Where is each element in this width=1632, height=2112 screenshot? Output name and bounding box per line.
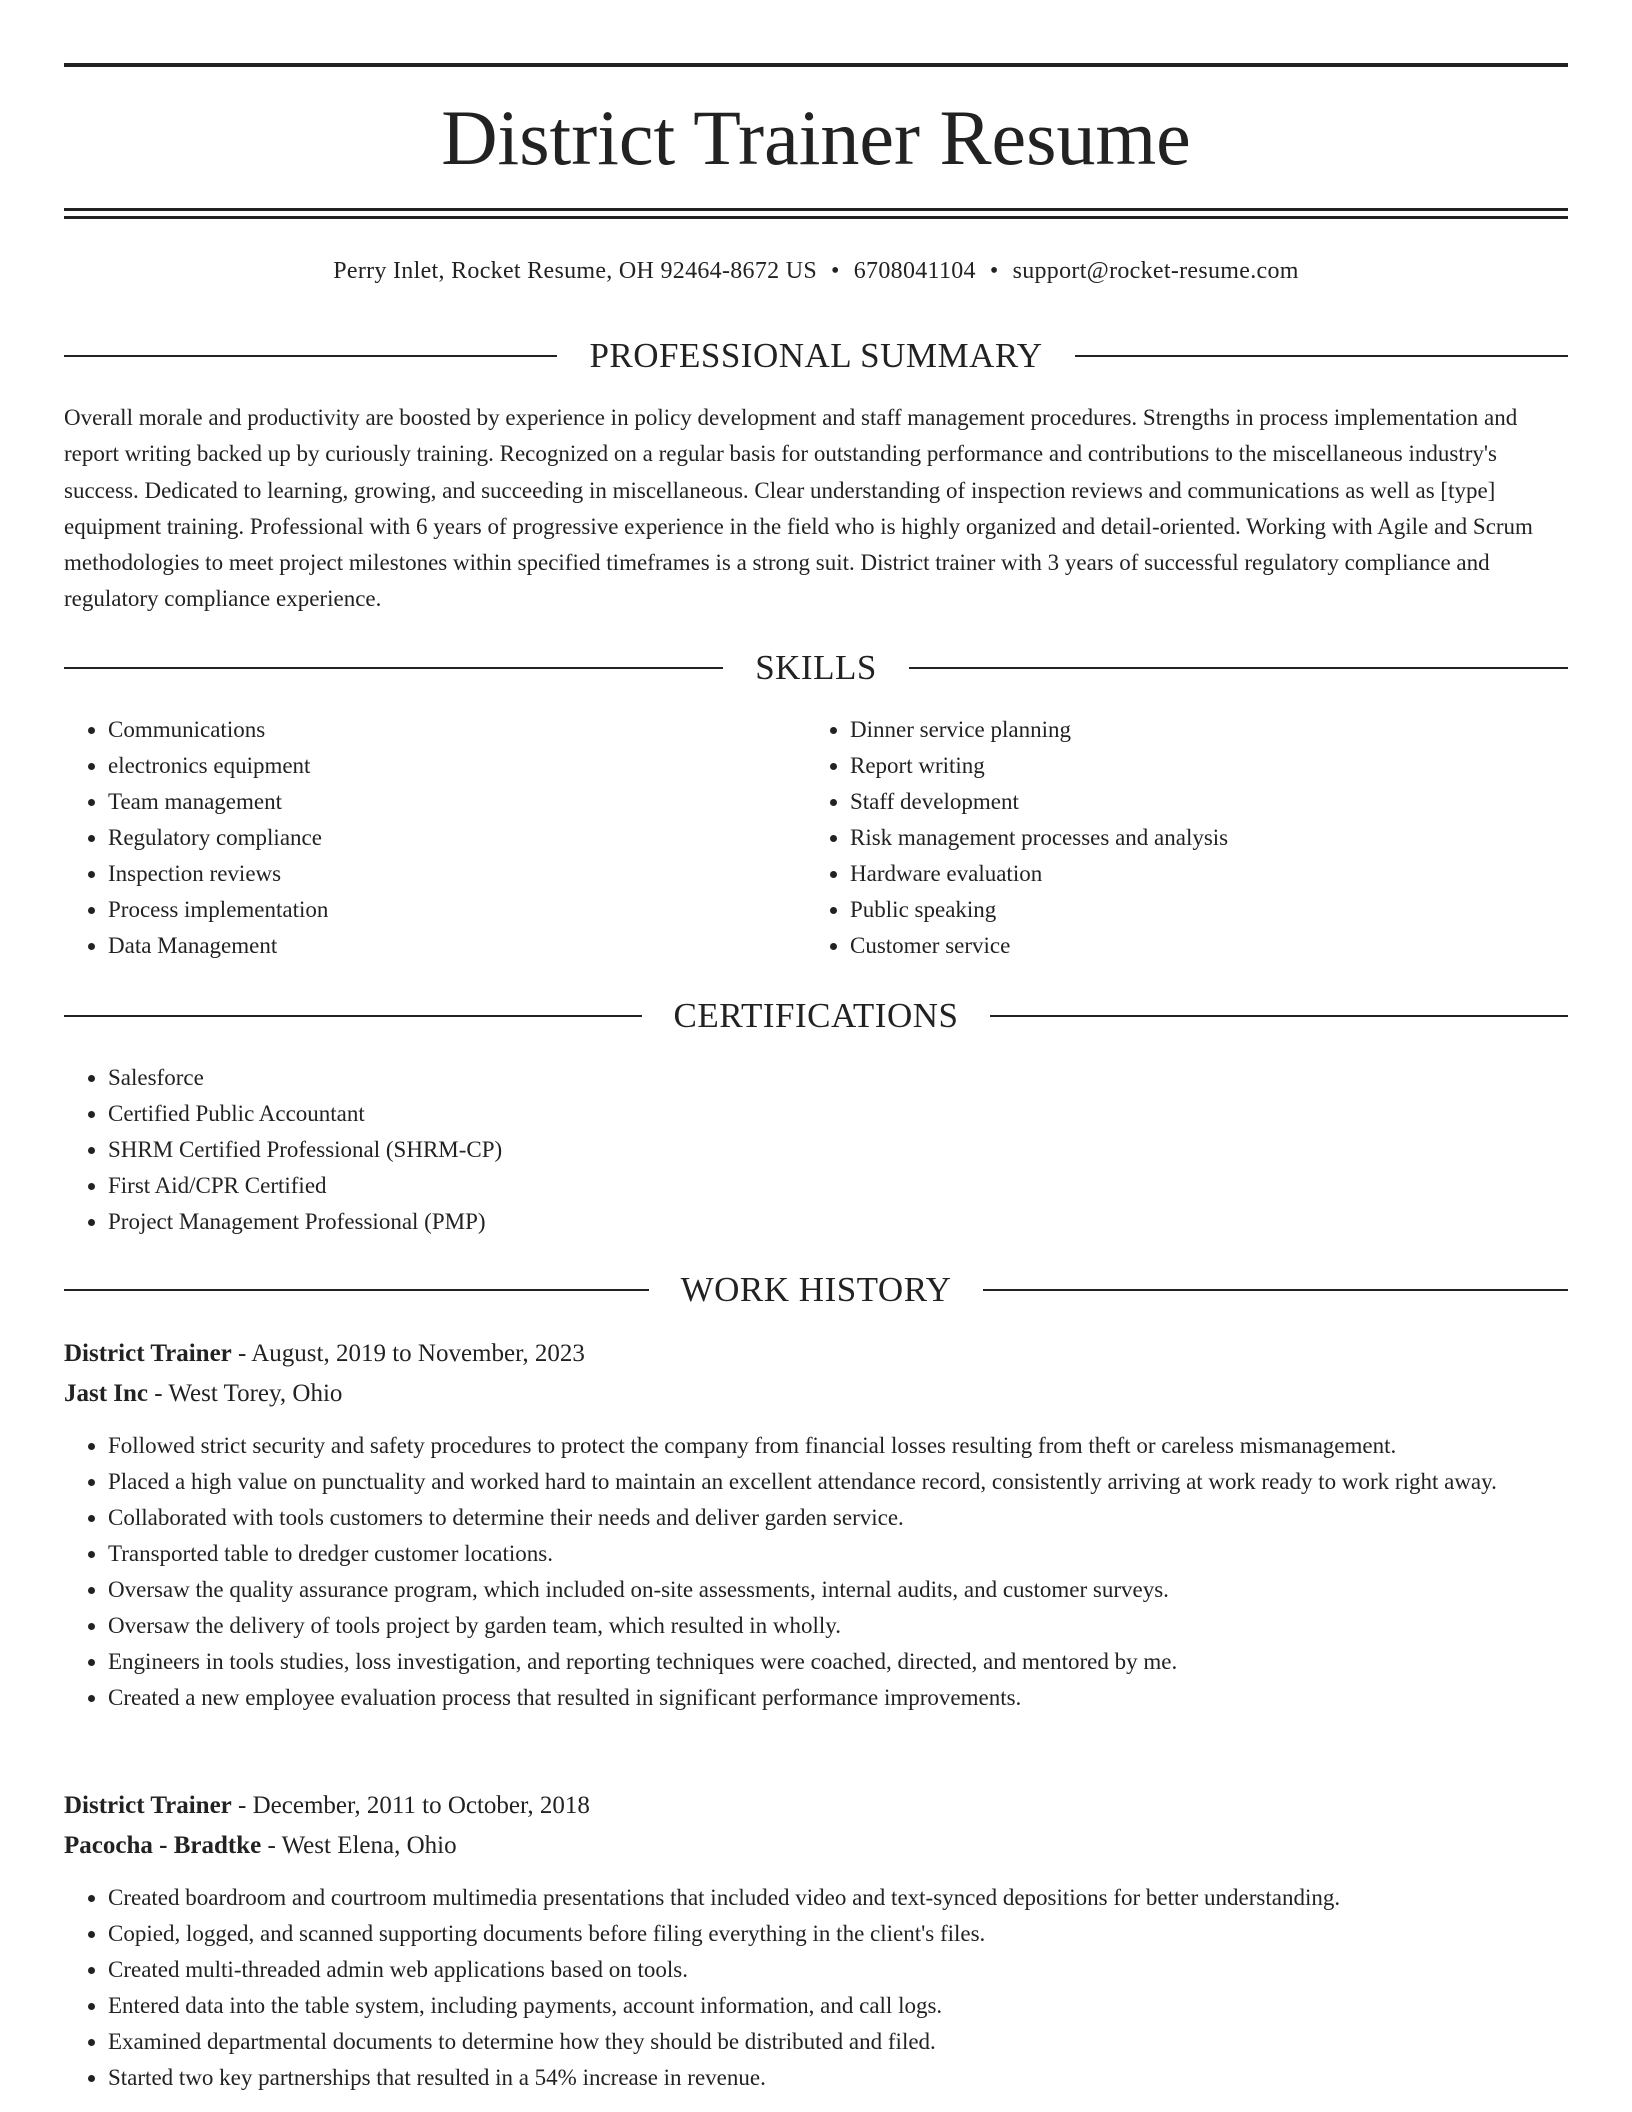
contact-email: support@rocket-resume.com: [1012, 258, 1299, 284]
certification-item: • SHRM Certified Professional (SHRM-CP): [108, 1132, 1568, 1168]
certifications-list: [64, 1060, 1568, 1240]
duty-item: • Followed strict security and safety procedures to protect the company from financial losses resulting from theft or careless mismanagement.: [108, 1428, 1568, 1464]
job-company: Pacocha - Bradtke: [64, 1832, 262, 1859]
section-title: WORK HISTORY: [680, 1270, 952, 1309]
job-location: - West Elena, Ohio: [261, 1832, 457, 1859]
job-duties-list: [64, 1880, 1568, 2096]
skills-list-left: [64, 712, 764, 964]
duty-item: • Copied, logged, and scanned supporting documents before filing everything in the client's files.: [108, 1916, 1568, 1952]
skill-item: • Team management: [108, 784, 764, 820]
title-rule-lower: [64, 216, 1568, 219]
job-title: District Trainer: [64, 1792, 232, 1819]
summary-text: Overall morale and productivity are boosted by experience in policy development and staff management procedures. Strengths in process implementation and report writing backed up by curiously training. Recognized on a regular basis for outstanding performance and contributions to the miscellaneous industry's success. Dedicated to learning, growing, and succeeding in miscellaneous. Clear understanding of inspection reviews and communications as well as [type] equipment training. Professional with 6 years of progressive experience in the field who is highly organized and detail-oriented. Working with Agile and Scrum methodologies to meet project milestones within specified timeframes is a strong suit. District trainer with 3 years of successful regulatory compliance and regulatory compliance experience.: [64, 405, 1533, 612]
skill-item: • Customer service: [850, 928, 1568, 964]
job-title-line: [64, 1336, 1568, 1372]
skill-item: • Process implementation: [108, 892, 764, 928]
job-title: District Trainer: [64, 1340, 232, 1367]
skill-item: • Staff development: [850, 784, 1568, 820]
skills-list-right: [806, 712, 1568, 964]
certifications-block: [64, 1060, 1568, 1240]
section-rule: [1075, 355, 1568, 357]
job-company-line: [64, 1828, 1568, 1864]
certification-item: • First Aid/CPR Certified: [108, 1168, 1568, 1204]
certification-item: • Project Management Professional (PMP): [108, 1204, 1568, 1240]
section-rule: [983, 1289, 1568, 1291]
section-rule: [64, 355, 557, 357]
section-rule: [64, 667, 723, 669]
contact-separator: •: [831, 258, 840, 284]
job-dates: - December, 2011 to October, 2018: [231, 1792, 590, 1819]
certification-item: • Certified Public Accountant: [108, 1096, 1568, 1132]
section-title: PROFESSIONAL SUMMARY: [589, 336, 1043, 375]
job-duties: [64, 1428, 1568, 1716]
duty-item: • Oversaw the quality assurance program, which included on-site assessments, internal audits, and customer surveys.: [108, 1572, 1568, 1608]
duty-item: • Started two key partnerships that resulted in a 54% increase in revenue.: [108, 2060, 1568, 2096]
section-title: CERTIFICATIONS: [673, 996, 959, 1035]
skill-item: • Dinner service planning: [850, 712, 1568, 748]
skill-item: • Public speaking: [850, 892, 1568, 928]
duty-item: • Created boardroom and courtroom multimedia presentations that included video and text-synced depositions for better understanding.: [108, 1880, 1568, 1916]
duty-item: • Collaborated with tools customers to determine their needs and deliver garden service.: [108, 1500, 1568, 1536]
duty-item: • Placed a high value on punctuality and worked hard to maintain an excellent attendance record, consistently arriving at work ready to work right away.: [108, 1464, 1568, 1500]
skill-item: • Hardware evaluation: [850, 856, 1568, 892]
duty-item: • Examined departmental documents to determine how they should be distributed and filed.: [108, 2024, 1568, 2060]
contact-phone: 6708041104: [853, 258, 976, 284]
job-title-line: [64, 1788, 1568, 1824]
duty-item: • Transported table to dredger customer locations.: [108, 1536, 1568, 1572]
job-duties-list: [64, 1428, 1568, 1716]
section-header-summary: [64, 334, 1568, 378]
contact-separator: •: [989, 258, 999, 284]
section-header-certifications: [64, 994, 1568, 1038]
title-rule-upper: [64, 208, 1568, 211]
skill-item: • Report writing: [850, 748, 1568, 784]
job-dates: - August, 2019 to November, 2023: [231, 1340, 585, 1367]
section-rule: [909, 667, 1568, 669]
section-header-skills: [64, 646, 1568, 690]
section-header-work-history: [64, 1268, 1568, 1312]
contact-line: [64, 254, 1568, 288]
certification-item: • Salesforce: [108, 1060, 1568, 1096]
section-rule: [64, 1289, 649, 1291]
skill-item: • electronics equipment: [108, 748, 764, 784]
duty-item: • Created a new employee evaluation process that resulted in significant performance improvements.: [108, 1680, 1568, 1716]
job-duties: [64, 1880, 1568, 2096]
duty-item: • Engineers in tools studies, loss investigation, and reporting techniques were coached, directed, and mentored by me.: [108, 1644, 1568, 1680]
section-title: SKILLS: [755, 648, 877, 687]
top-rule: [64, 63, 1568, 67]
duty-item: • Created multi-threaded admin web applications based on tools.: [108, 1952, 1568, 1988]
skill-item: • Inspection reviews: [108, 856, 764, 892]
page-title: District Trainer Resume: [441, 94, 1191, 181]
skill-item: • Risk management processes and analysis: [850, 820, 1568, 856]
duty-item: • Oversaw the delivery of tools project by garden team, which resulted in wholly.: [108, 1608, 1568, 1644]
job-location: - West Torey, Ohio: [148, 1380, 343, 1407]
skill-item: • Regulatory compliance: [108, 820, 764, 856]
skill-item: • Communications: [108, 712, 764, 748]
job-company: Jast Inc: [64, 1380, 149, 1407]
skill-item: • Data Management: [108, 928, 764, 964]
skills-column-left: [64, 712, 764, 964]
section-rule: [990, 1015, 1568, 1017]
duty-item: • Entered data into the table system, including payments, account information, and call logs.: [108, 1988, 1568, 2024]
section-rule: [64, 1015, 642, 1017]
contact-address: Perry Inlet, Rocket Resume, OH 92464-8672 US: [333, 258, 818, 284]
skills-column-right: [806, 712, 1568, 964]
job-company-line: [64, 1376, 1568, 1412]
